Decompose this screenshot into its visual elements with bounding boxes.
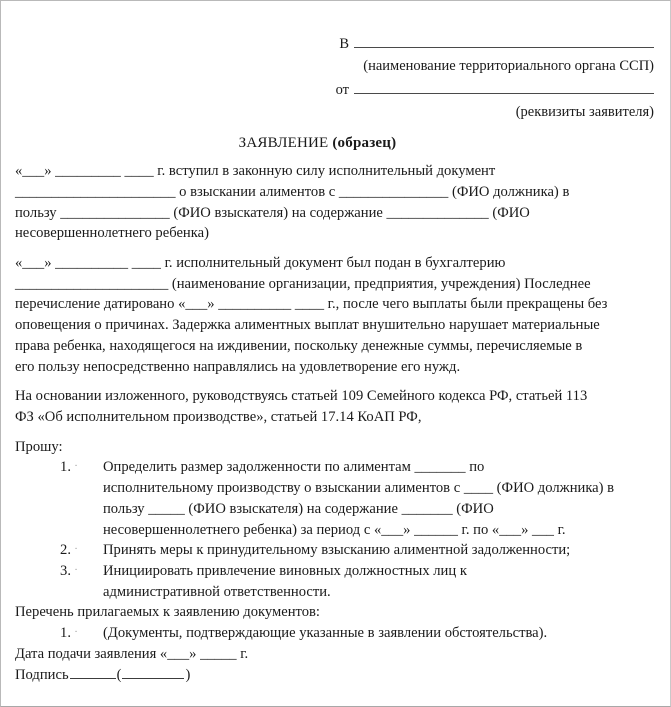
paragraph-3-line-1: На основании изложенного, руководствуясь статьей 109 Семейного кодекса РФ, статьей 113 <box>15 388 588 405</box>
list-item-line: Принять меры к принудительному взысканию алиментной задолженности; <box>103 542 571 559</box>
document-footer <box>1 644 670 686</box>
signature-line <box>15 665 656 686</box>
list-item <box>1 457 670 540</box>
applicant-caption: (реквизиты заявителя) <box>515 104 654 121</box>
request-label: Прошу: <box>15 438 63 455</box>
bullet-dot-icon: · <box>74 627 78 639</box>
attachments-section <box>1 602 670 623</box>
list-item-text <box>81 561 670 602</box>
list-item-index: 2. <box>60 542 71 559</box>
paragraph-2-line-4: оповещения о причинах. Задержка алиментных выплат внушительно нарушает материальные <box>15 317 600 334</box>
applicant-label: от <box>335 82 349 99</box>
paragraph-1-line-4: несовершеннолетнего ребенка) <box>15 225 209 242</box>
addressee-organ-blank[interactable] <box>354 35 654 48</box>
list-item-line: несовершеннолетнего ребенка) за период с «___» ______ г. по «___» ___ г. <box>103 521 566 538</box>
body-spacer-4 <box>15 428 656 437</box>
submission-date-line: Дата подачи заявления «___» _____ г. <box>15 645 249 662</box>
paragraph-1-line-1: «___» _________ ____ г. вступил в законную силу исполнительный документ <box>15 163 496 180</box>
list-item-line: исполнительному производству о взыскании алиментов с ____ (ФИО должника) в <box>103 480 615 497</box>
signature-paren-close: ) <box>185 666 191 683</box>
signature-name-blank[interactable] <box>122 665 184 679</box>
page-title <box>1 135 670 152</box>
body-spacer-1 <box>15 152 656 161</box>
list-item-line: (Документы, подтверждающие указанные в заявлении обстоятельства). <box>103 625 548 642</box>
applicant-line <box>1 80 654 101</box>
document-body <box>1 152 670 457</box>
applicant-blank[interactable] <box>354 81 654 94</box>
list-item-line: административной ответственности. <box>103 583 331 600</box>
body-spacer-3 <box>15 377 656 386</box>
list-item-text <box>81 540 670 561</box>
addressee-organ-label: В <box>339 36 349 52</box>
attachments-list <box>1 623 670 644</box>
paragraph-2-line-3: перечисление датировано «___» __________ ____ г., после чего выплаты были прекращены без <box>15 296 608 313</box>
list-item-line: Определить размер задолженности по алиментам _______ по <box>103 459 485 476</box>
body-spacer-2 <box>15 244 656 253</box>
page-title-sample: (образец) <box>332 135 397 152</box>
list-item-line: пользу _____ (ФИО взыскателя) на содержание _______ (ФИО <box>103 500 494 517</box>
list-item-index: 3. <box>60 563 71 579</box>
paragraph-1-line-3: пользу _______________ (ФИО взыскателя) на содержание ______________ (ФИО <box>15 204 530 221</box>
page-title-main: ЗАЯВЛЕНИЕ <box>238 135 333 152</box>
bullet-dot-icon: · <box>74 544 78 556</box>
list-item-text <box>81 623 670 644</box>
list-item <box>1 561 670 602</box>
paragraph-3-line-2: ФЗ «Об исполнительном производстве», статьей 17.14 КоАП РФ, <box>15 408 422 425</box>
addressee-organ-caption: (наименование территориального органа ССП) <box>363 58 654 75</box>
list-item <box>1 623 670 644</box>
addressee-organ-line <box>1 34 654 55</box>
attachments-label: Перечень прилагаемых к заявлению документов: <box>15 604 320 621</box>
request-list <box>1 457 670 602</box>
list-item <box>1 540 670 561</box>
paragraph-2-line-5: права ребенка, находящегося на иждивении, поскольку денежные суммы, перечисляемые в <box>15 337 583 354</box>
signature-label: Подпись <box>15 666 69 683</box>
paragraph-1-line-2: ______________________ о взыскании алиментов с _______________ (ФИО должника) в <box>15 183 570 200</box>
signature-paren-open: ( <box>116 666 122 683</box>
bullet-dot-icon: · <box>74 565 78 576</box>
list-item-line: Инициировать привлечение виновных должностных лиц к <box>103 563 467 579</box>
paragraph-2-line-6: его пользу непосредственно направлялись на удовлетворение его нужд. <box>15 358 461 375</box>
paragraph-2-line-2: _____________________ (наименование организации, предприятия, учреждения) Последнее <box>15 275 591 292</box>
addressee-header <box>1 34 654 123</box>
list-item-index: 1. <box>60 459 71 476</box>
list-item-index: 1. <box>60 625 71 642</box>
list-item-text <box>81 457 670 540</box>
signature-blank[interactable] <box>70 665 116 679</box>
paragraph-2-line-1: «___» __________ ____ г. исполнительный документ был подан в бухгалтерию <box>15 254 506 271</box>
bullet-dot-icon: · <box>74 461 78 473</box>
